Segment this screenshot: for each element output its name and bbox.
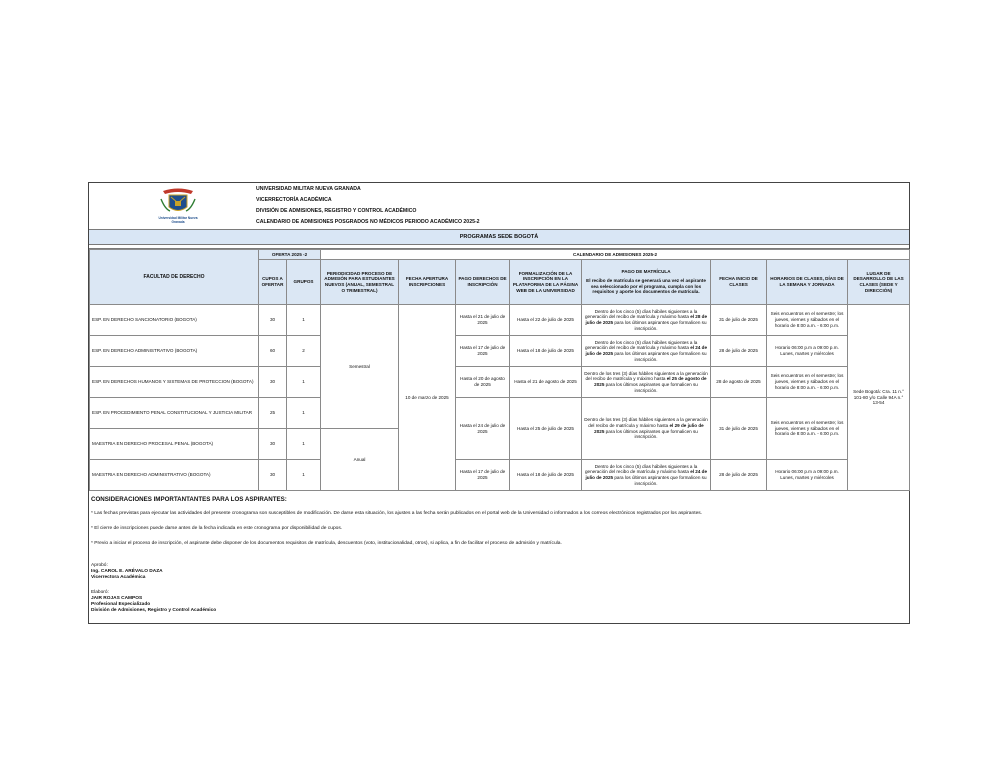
matricula-deadline: el 29 de julio de 2025 xyxy=(594,422,704,434)
grupos-value: 1 xyxy=(287,367,321,398)
horario-value: Seis encuentros en el semestre; los jueves, viernes y sábados en el horario de 8:00 a.m. - 6:00 p.m. xyxy=(767,398,848,460)
pago-matricula-subtitle: El recibo de matrícula se generará una vez el aspirante sea seleccionado por el programa, cumpla con los requisitos y aporte los documentos de matrícula. xyxy=(586,277,706,295)
pago-derechos-header: PAGO DERECHOS DE INSCRIPCIÓN xyxy=(456,260,510,305)
inicio-clases-header: FECHA INICIO DE CLASES xyxy=(711,260,767,305)
approved-role: Vicerrectora Académica xyxy=(91,575,146,580)
program-name: ESP. EN DERECHO SANCIONATORIO (BOGOTA) xyxy=(90,305,259,336)
formalizacion-value: Hasta el 22 de julio de 2025 xyxy=(510,305,582,336)
consideration-item: * Previo a iniciar el proceso de inscripción, el aspirante debe disponer de los documentos requisitos de matrícula, descuentos (voto, institucionalidad, otros), si aplica, a fin de facilitar el proceso de admisión y matrícula. xyxy=(91,541,562,546)
cupos-value: 60 xyxy=(259,336,287,367)
cupos-value: 30 xyxy=(259,460,287,491)
cupos-value: 30 xyxy=(259,367,287,398)
matricula-text-post: para los últimos aspirantes que formalicen su inscripción. xyxy=(613,351,707,362)
approved-label: Aprobó: xyxy=(91,563,108,568)
calendar-sheet xyxy=(88,182,910,624)
consideration-item: * El cierre de inscripciones puede darse antes de la fecha indicada en este cronograma por disponibilidad de cupos. xyxy=(91,526,343,531)
admissions-table xyxy=(89,249,910,491)
header-vicerrectoria: VICERRECTORÍA ACADÉMICA xyxy=(256,197,332,203)
matricula-text-post: para los últimos aspirantes que formalicen su inscripción. xyxy=(613,320,707,331)
cupos-value: 25 xyxy=(259,398,287,429)
logo-caption: Universidad Militar Nueva Granada xyxy=(158,216,198,224)
matricula-deadline: el 28 de julio de 2025 xyxy=(585,314,708,325)
inicio-value: 31 de julio de 2025 xyxy=(711,398,767,460)
cupos-value: 30 xyxy=(259,429,287,460)
matricula-text-pre: Dentro de los cinco (5) días hábiles siguientes a la generación del recibo de matrícula y máximo hasta xyxy=(584,463,698,475)
cupos-value: 30 xyxy=(259,305,287,336)
matricula-text-post: para los últimos aspirantes que formalicen su inscripción. xyxy=(604,382,698,393)
pago-value: Hasta el 17 de julio de 2025 xyxy=(456,460,510,491)
matricula-text-post: para los últimos aspirantes que formalicen su inscripción. xyxy=(604,428,698,440)
inicio-value: 28 de julio de 2025 xyxy=(711,336,767,367)
formalizacion-value: Hasta el 25 de julio de 2025 xyxy=(510,398,582,460)
pago-value: Hasta el 20 de agosto de 2025 xyxy=(456,367,510,398)
grupos-value: 2 xyxy=(287,336,321,367)
matricula-value xyxy=(582,398,711,460)
matricula-text-pre: Dentro de los tres (3) días hábiles siguientes a la generación del recibo de matrícula y máximo hasta xyxy=(584,370,708,382)
table-row xyxy=(90,398,910,429)
matricula-value xyxy=(582,367,711,398)
document-header xyxy=(89,183,909,228)
calendar-header: CALENDARIO DE ADMISIONES 2025-2 xyxy=(321,250,910,260)
approved-name: Ing. CAROL E. ARÉVALO DAZA xyxy=(91,569,163,574)
cupos-header: CUPOS A OFERTAR xyxy=(259,260,287,305)
matricula-text-pre: Dentro de los tres (3) días hábiles siguientes a la generación del recibo de matrícula y máximo hasta xyxy=(584,417,708,428)
periodicidad-semestral: Semestral xyxy=(321,305,399,429)
matricula-value xyxy=(582,460,711,491)
prepared-label: Elaboró: xyxy=(91,590,109,595)
pago-matricula-title: PAGO DE MATRÍCULA xyxy=(621,269,671,275)
formalizacion-value: Hasta el 18 de julio de 2025 xyxy=(510,336,582,367)
approved-block xyxy=(91,563,163,581)
inicio-value: 28 de agosto de 2025 xyxy=(711,367,767,398)
periodicidad-header: PERIODICIDAD PROCESO DE ADMISIÓN PARA ESTUDIANTES NUEVOS (ANUAL, SEMESTRAL O TRIMESTRAL) xyxy=(321,260,399,305)
header-university: UNIVERSIDAD MILITAR NUEVA GRANADA xyxy=(256,186,361,192)
table-row xyxy=(90,367,910,398)
inicio-value: 31 de julio de 2025 xyxy=(711,305,767,336)
grupos-header: GRUPOS xyxy=(287,260,321,305)
lugar-header: LUGAR DE DESARROLLO DE LAS CLASES (SEDE Y DIRECCIÓN) xyxy=(848,260,910,305)
matricula-text-post: para los últimos aspirantes que formalicen su inscripción. xyxy=(613,475,707,486)
university-logo xyxy=(153,187,203,225)
matricula-deadline: el 24 de julio de 2025 xyxy=(585,469,708,480)
matricula-text-pre: Dentro de los cinco (5) días hábiles siguientes a la generación del recibo de matrícula y máximo hasta xyxy=(584,339,698,351)
pago-value: Hasta el 17 de julio de 2025 xyxy=(456,336,510,367)
lugar-value: Sede Bogotá: Cra. 11 n.° 101-80 y/o Calle 94A n.° 13-54 xyxy=(848,305,910,491)
programs-banner: PROGRAMAS SEDE BOGOTÁ xyxy=(89,229,909,245)
grupos-value: 1 xyxy=(287,460,321,491)
prepared-block xyxy=(91,590,216,614)
program-name: MAESTRIA EN DERECHO ADMINISTRATIVO (BOGOTA) xyxy=(90,460,259,491)
horario-value: Seis encuentros en el semestre; los jueves, viernes y sábados en el horario de 8:00 a.m. - 6:00 p.m. xyxy=(767,367,848,398)
matricula-value xyxy=(582,336,711,367)
prepared-role: Profesional Especializado xyxy=(91,602,151,607)
formalizacion-header: FORMALIZACIÓN DE LA INSCRIPCIÓN EN LA PLATAFORMA DE LA PÁGINA WEB DE LA UNIVERSIDAD xyxy=(510,260,582,305)
program-name: ESP. EN PROCEDIMIENTO PENAL CONSTITUCIONAL Y JUSTICIA MILITAR xyxy=(90,398,259,429)
prepared-name: JAIR ROJAS CAMPOS xyxy=(91,596,143,601)
matricula-deadline: el 25 de agosto de 2025 xyxy=(594,376,707,387)
matricula-text-pre: Dentro de los cinco (5) días hábiles siguientes a la generación del recibo de matrícula y máximo hasta xyxy=(584,308,698,320)
program-name: ESP. EN DERECHOS HUMANOS Y SISTEMAS DE PROTECCION (BOGOTA) xyxy=(90,367,259,398)
faculty-header: FACULTAD DE DERECHO xyxy=(90,250,259,305)
horarios-header: HORARIOS DE CLASES, DÍAS DE LA SEMANA Y JORNADA xyxy=(767,260,848,305)
apertura-value: 10 de marzo de 2025 xyxy=(399,305,456,491)
matricula-value xyxy=(582,305,711,336)
grupos-value: 1 xyxy=(287,429,321,460)
inicio-value: 28 de julio de 2025 xyxy=(711,460,767,491)
grupos-value: 1 xyxy=(287,398,321,429)
considerations-section xyxy=(91,496,906,556)
formalizacion-value: Hasta el 18 de julio de 2025 xyxy=(510,460,582,491)
periodicidad-anual: Anual xyxy=(321,429,399,491)
table-row xyxy=(90,336,910,367)
horario-value: Horario 06:00 p.m a 09:00 p.m. Lunes, martes y miércoles xyxy=(767,336,848,367)
considerations-title: CONSIDERACIONES IMPORTANTANTES PARA LOS ASPIRANTES: xyxy=(91,496,287,503)
grupos-value: 1 xyxy=(287,305,321,336)
apertura-header: FECHA APERTURA INSCRIPCIONES xyxy=(399,260,456,305)
horario-value: Horario 06:00 p.m a 09:00 p.m. Lunes, martes y miércoles xyxy=(767,460,848,491)
pago-matricula-header xyxy=(582,260,711,305)
table-row xyxy=(90,460,910,491)
oferta-header: OFERTA 2025 -2 xyxy=(259,250,321,260)
program-name: MAESTRIA EN DERECHO PROCESAL PENAL (BOGOTA) xyxy=(90,429,259,460)
pago-value: Hasta el 24 de julio de 2025 xyxy=(456,398,510,460)
prepared-dept: División de Admisiones, Registro y Control Académico xyxy=(91,608,217,613)
consideration-item: * Las fechas previstas para ejecutar las actividades del presente cronograma son susceptibles de modificación. De darse esta situación, los ajustes a las fecha serán publicados en el portal web de la Universidad o informados a los correos electrónicos registrados por los aspirantes. xyxy=(91,511,703,516)
matricula-deadline: el 24 de julio de 2025 xyxy=(585,345,708,356)
formalizacion-value: Hasta el 21 de agosto de 2025 xyxy=(510,367,582,398)
header-calendar-title: CALENDARIO DE ADMISIONES POSGRADOS NO MÉDICOS PERIODO ACADÉMICO 2025-2 xyxy=(256,219,480,225)
table-row xyxy=(90,305,910,336)
program-name: ESP. EN DERECHO ADMINISTRATIVO (BOGOTA) xyxy=(90,336,259,367)
pago-value: Hasta el 21 de julio de 2025 xyxy=(456,305,510,336)
header-division: DIVISIÓN DE ADMISIONES, REGISTRO Y CONTROL ACADÉMICO xyxy=(256,208,417,214)
horario-value: Seis encuentros en el semestre; los jueves, viernes y sábados en el horario de 8:00 a.m. - 6:00 p.m. xyxy=(767,305,848,336)
